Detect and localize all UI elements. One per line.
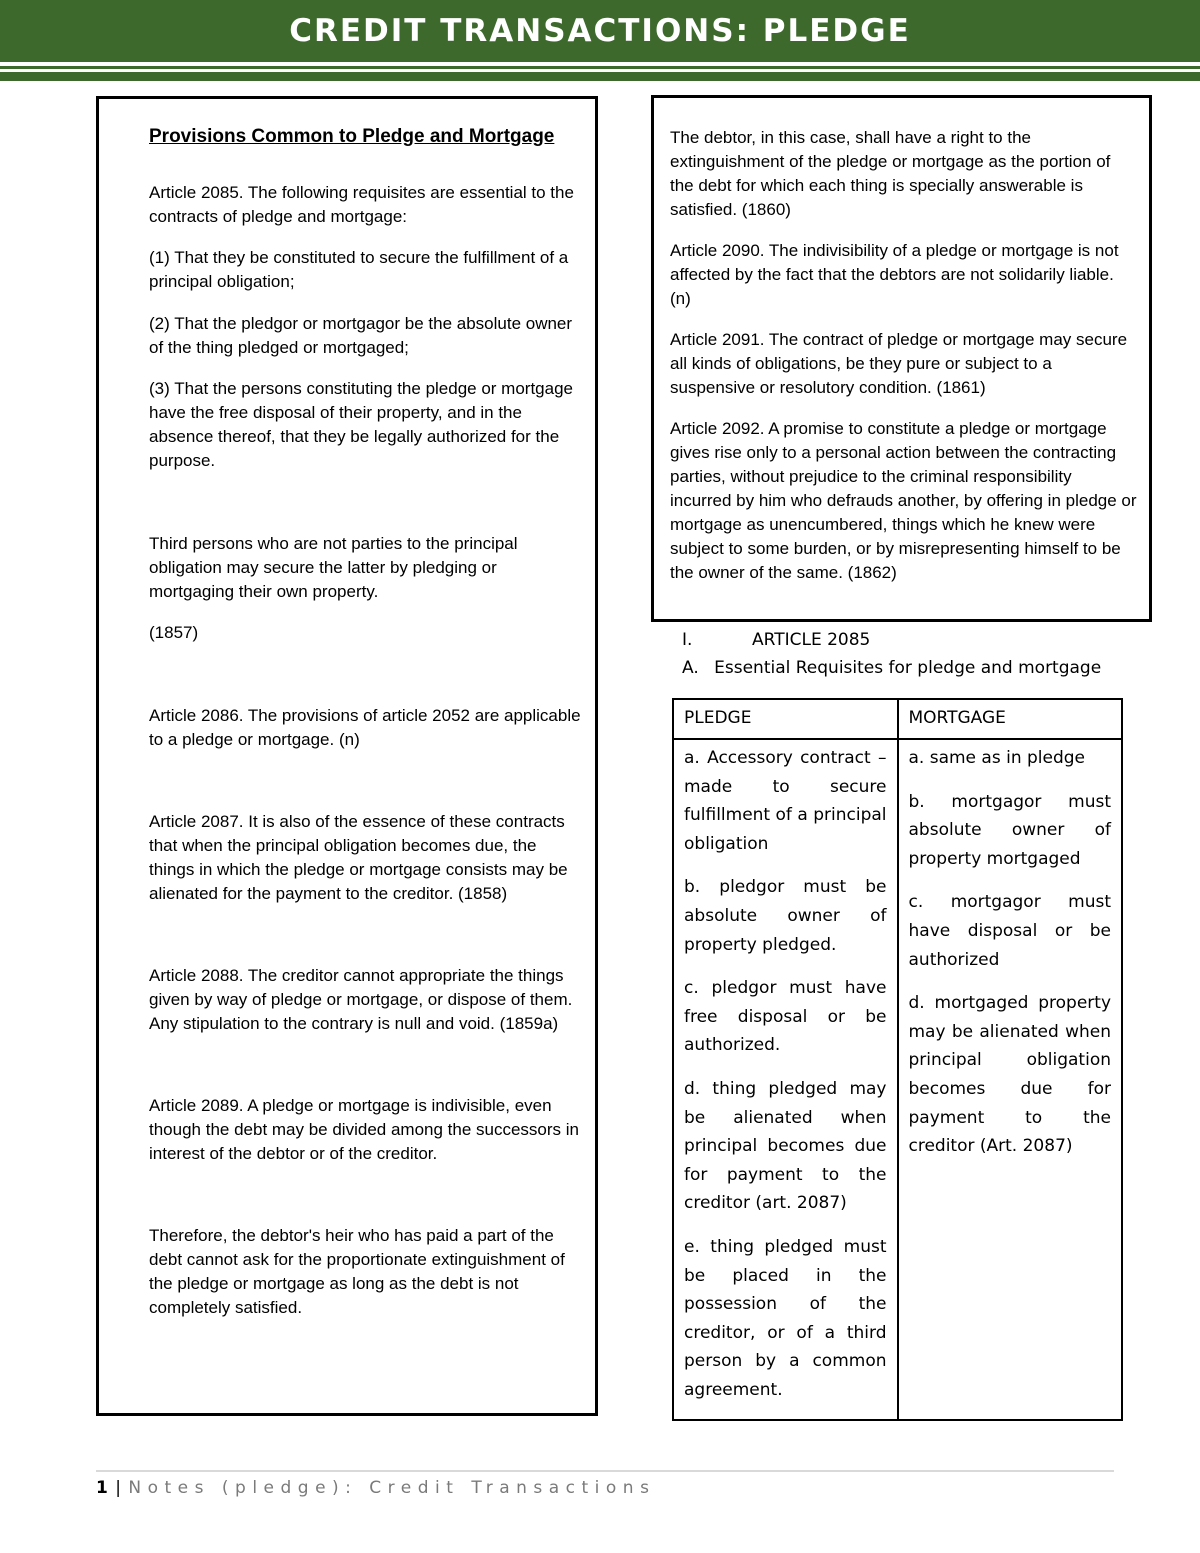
provisions-box	[96, 96, 598, 1416]
subsection-letter: A.	[682, 658, 699, 678]
article-2088-text: Article 2088. The creditor cannot appropriate the things given by way of pledge or mortgage, or dispose of them. Any stipulation to the contrary is null and void. (1859a)	[149, 966, 573, 1033]
section-title: ARTICLE 2085	[752, 630, 871, 650]
mortgage-item-b: b. mortgagor must absolute owner of property mortgaged	[908, 791, 1111, 869]
pledge-item-b: b. pledgor must be absolute owner of property pledged.	[684, 877, 887, 955]
subsection-title: Essential Requisites for pledge and mortgage	[714, 658, 1102, 678]
mortgage-item-a: a. same as in pledge	[908, 748, 1086, 768]
banner-divider-thick	[0, 72, 1200, 81]
requisite-2: (2) That the pledgor or mortgagor be the absolute owner of the thing pledged or mortgaged;	[149, 314, 573, 357]
article-2092-text: Article 2092. A promise to constitute a pledge or mortgage gives rise only to a personal action between the contracting parties, without prejudice to the criminal responsibility incurred by him who defrauds another, by offering in pledge or mortgage as unencumbered, things which he knew were subject to some burden, or by misrepresenting himself to be the owner of the same. (1862)	[670, 419, 1137, 582]
requisite-3: (3) That the persons constituting the pledge or mortgage have the free disposal of their property, and in the absence thereof, that they be legally authorized for the purpose.	[149, 379, 573, 470]
banner-divider-thin	[0, 66, 1200, 69]
provisions-continued-box	[651, 95, 1152, 622]
requisites-table	[672, 698, 1123, 1421]
mortgage-item-c: c. mortgagor must have disposal or be authorized	[908, 892, 1111, 970]
title-banner	[0, 0, 1200, 62]
table-row	[673, 739, 1122, 1420]
article-2089-text: Article 2089. A pledge or mortgage is indivisible, even though the debt may be divided among the successors in interest of the debtor or of the creditor.	[149, 1096, 579, 1163]
page-footer	[96, 1478, 655, 1498]
mortgage-item-d: d. mortgaged property may be alienated when principal obligation becomes due for payment to the creditor (Art. 2087)	[908, 993, 1111, 1157]
pledge-requisites-cell	[673, 739, 898, 1420]
pledge-item-e: e. thing pledged must be placed in the possession of the creditor, or of a third person by a common agreement.	[684, 1236, 887, 1400]
debtor-right-text: The debtor, in this case, shall have a right to the extinguishment of the pledge or mortgage as the portion of the debt for which each thing is specially answerable is satisfied. (1860)	[670, 128, 1111, 219]
article-2085-citation: (1857)	[149, 623, 199, 642]
pledge-column-header: PLEDGE	[673, 699, 898, 739]
subsection-heading	[682, 658, 1101, 678]
therefore-text: Therefore, the debtor's heir who has paid a part of the debt cannot ask for the proportionate extinguishment of the pledge or mortgage as long as the debt is not completely satisfied.	[149, 1226, 565, 1317]
provisions-heading: Provisions Common to Pledge and Mortgage	[149, 126, 555, 147]
footer-divider	[96, 1470, 1114, 1472]
section-number: I.	[682, 630, 693, 650]
requisite-1: (1) That they be constituted to secure the fulfillment of a principal obligation;	[149, 248, 569, 291]
table-header-row	[673, 699, 1122, 739]
footer-separator: |	[115, 1478, 121, 1498]
section-heading	[682, 630, 871, 650]
page-number: 1	[96, 1478, 108, 1498]
pledge-item-a: a. Accessory contract – made to secure fulfillment of a principal obligation	[684, 748, 887, 854]
article-2086-text: Article 2086. The provisions of article 2052 are applicable to a pledge or mortgage. (n)	[149, 706, 581, 749]
article-2085-text: Article 2085. The following requisites are essential to the contracts of pledge and mortgage:	[149, 183, 574, 226]
footer-text: Notes (pledge): Credit Transactions	[128, 1478, 656, 1498]
document-title: CREDIT TRANSACTIONS: PLEDGE	[289, 13, 911, 49]
mortgage-requisites-cell	[898, 739, 1123, 1420]
article-2087-text: Article 2087. It is also of the essence of these contracts that when the principal obligation becomes due, the things in which the pledge or mortgage consists may be alienated for the payment to the creditor. (1858)	[149, 812, 568, 903]
third-persons-text: Third persons who are not parties to the principal obligation may secure the latter by pledging or mortgaging their own property.	[149, 534, 518, 601]
article-2090-text: Article 2090. The indivisibility of a pledge or mortgage is not affected by the fact that the debtors are not solidarily liable. (n)	[670, 241, 1119, 308]
pledge-item-d: d. thing pledged may be alienated when principal becomes due for payment to the creditor (art. 2087)	[684, 1078, 887, 1214]
pledge-item-c: c. pledgor must have free disposal or be authorized.	[684, 978, 887, 1056]
article-2091-text: Article 2091. The contract of pledge or mortgage may secure all kinds of obligations, be they pure or subject to a suspensive or resolutory condition. (1861)	[670, 330, 1128, 397]
mortgage-column-header: MORTGAGE	[898, 699, 1123, 739]
